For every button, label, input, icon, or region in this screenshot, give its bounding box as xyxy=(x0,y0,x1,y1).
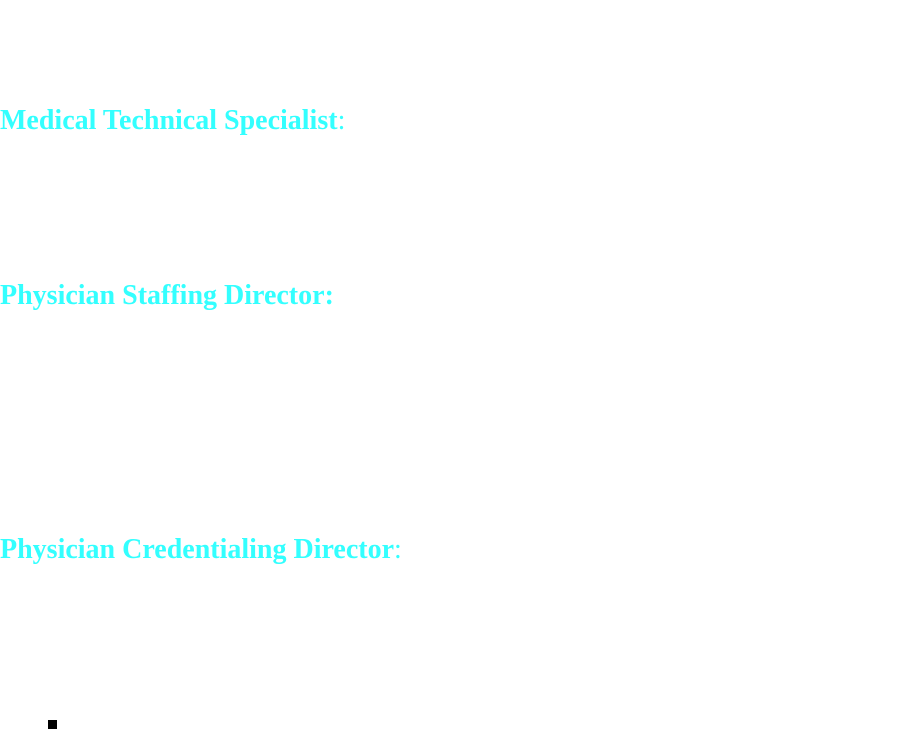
section-heading-physician-staffing-director xyxy=(0,279,334,313)
section-heading-medical-technical-specialist xyxy=(0,104,345,138)
square-bullet-icon xyxy=(48,720,57,729)
heading-colon: : xyxy=(337,105,346,136)
heading-title: Physician Staffing Director xyxy=(0,280,325,311)
heading-title: Physician Credentialing Director xyxy=(0,534,395,565)
section-heading-physician-credentialing-director xyxy=(0,533,402,567)
heading-title: Medical Technical Specialist xyxy=(0,105,338,136)
heading-colon: : xyxy=(394,534,402,565)
heading-colon: : xyxy=(324,280,334,311)
